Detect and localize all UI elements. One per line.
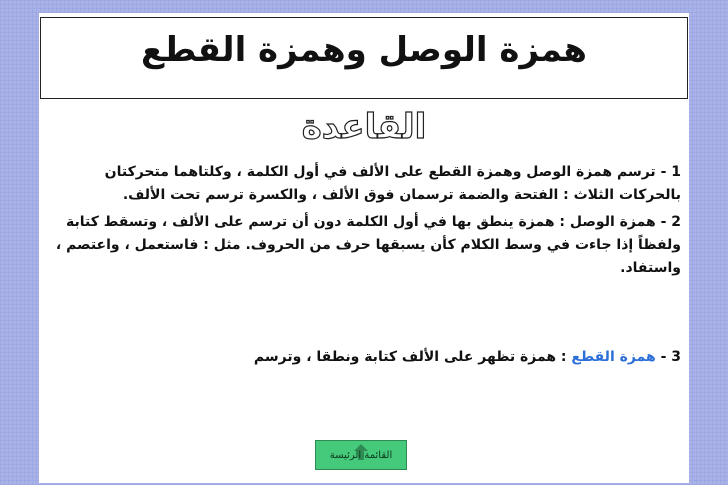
- slide-title: همزة الوصل وهمزة القطع: [140, 30, 587, 70]
- home-button[interactable]: [315, 440, 407, 470]
- item-text: : همزة تظهر على الألف كتابة ونطقا ، وترسم: [253, 349, 567, 365]
- item-highlight: همزة القطع: [571, 349, 656, 365]
- item-text: همزة الوصل : همزة ينطق بها في أول الكلمة دون أن ترسم على الألف ، وتسقط كتابة ولفظاً إذا جاءت في وسط الكلام كأن يسبقها حرف من الحروف. مثل : فاستعمل ، واعتصم ، واستفاد.: [55, 214, 681, 276]
- rule-item-1: [61, 161, 681, 207]
- item-number: 3 -: [660, 349, 681, 365]
- rule-heading: القاعدة: [301, 107, 427, 147]
- home-button-label: القائمة الرئيسة: [329, 449, 393, 461]
- rule-item-3: [61, 346, 681, 369]
- slide: [39, 13, 689, 483]
- rule-item-2: [51, 211, 681, 280]
- item-number: 1 -: [660, 164, 681, 180]
- title-box: [40, 17, 688, 99]
- item-text: ترسم همزة الوصل وهمزة القطع على الألف في أول الكلمة ، وكلتاهما متحركتان بالحركات الثلاث : الفتحة والضمة ترسمان فوق الألف ، والكسرة ترسم تحت الألف.: [104, 164, 681, 203]
- item-number: 2 -: [660, 214, 681, 230]
